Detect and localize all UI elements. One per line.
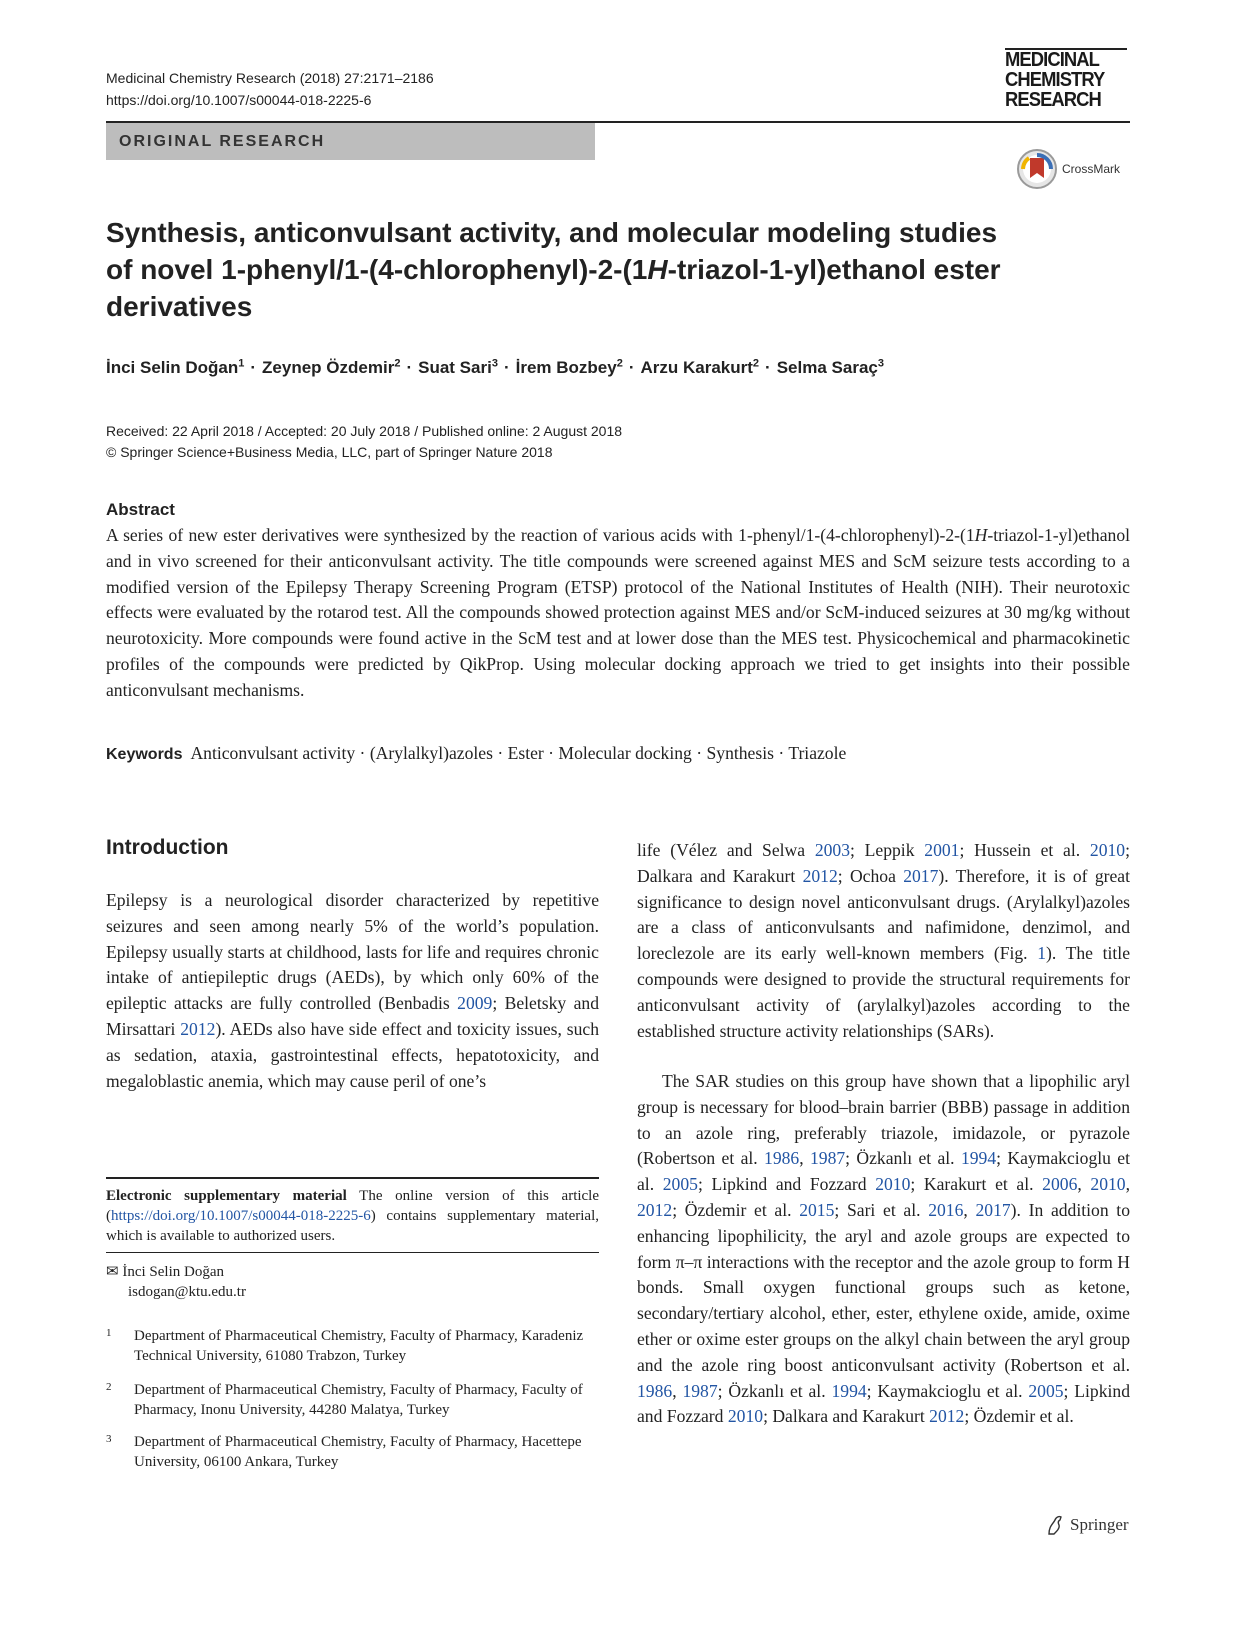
footnote-rule <box>106 1177 599 1179</box>
corresponding-author-email[interactable]: isdogan@ktu.edu.tr <box>128 1284 246 1300</box>
introduction-paragraph: Epilepsy is a neurological disorder characterized by repetitive seizures and seen among nearly 5% of the world’s population. Epilepsy usually starts at childhood, lasts for life and requires chronic intake of antiepileptic drugs (AEDs), by which only 60% of the epileptic attacks are fully controlled (Benbadis 2009; Beletsky and Mirsattari 2012). AEDs also have side effect and toxicity issues, such as sedation, ataxia, gastrointestinal effects, hepatotoxicity, and megaloblastic anemia, which may cause peril of one’s <box>106 890 599 1091</box>
author-name[interactable]: Selma Saraç$^3$ <box>776 357 884 377</box>
keyword: Synthesis <box>706 743 774 763</box>
title-line: of novel 1-phenyl/1-(4-chlorophenyl)-2-(1 <box>106 254 648 285</box>
section-label: ORIGINAL RESEARCH <box>106 123 595 160</box>
corresponding-author-name: İnci Selin Doğan <box>122 1264 224 1280</box>
affiliation-number: 3 <box>106 1433 112 1445</box>
supplementary-link[interactable]: https://doi.org/10.1007/s00044-018-2225-6 <box>111 1208 371 1224</box>
citation-link[interactable]: 2010 <box>875 1174 911 1195</box>
author-separator: · <box>250 357 257 377</box>
affiliation <box>106 1326 599 1366</box>
abstract-heading: Abstract <box>106 500 175 519</box>
publisher-logo[interactable] <box>1045 1514 1129 1536</box>
article-title <box>106 214 1036 325</box>
journal-logo-line: MEDICINAL <box>1005 49 1099 71</box>
springer-horse-icon <box>1045 1514 1065 1536</box>
citation-link[interactable]: 2017 <box>903 865 939 886</box>
keyword-separator: · <box>778 743 785 763</box>
citation-link[interactable]: 2010 <box>727 1406 764 1427</box>
citation-link[interactable]: 1986 <box>764 1148 800 1169</box>
title-line: Synthesis, anticonvulsant activity, and molecular modeling studies <box>106 217 998 248</box>
publisher-name: Springer <box>1070 1515 1129 1534</box>
author-separator: · <box>765 357 771 377</box>
author-name[interactable]: Arzu Karakurt$^2$ <box>640 357 760 377</box>
affiliation <box>106 1432 599 1472</box>
citation-link[interactable]: 1986 <box>637 1380 673 1401</box>
keyword-separator: · <box>548 743 555 763</box>
author-name[interactable]: Zeynep Özdemir$^2$ <box>262 357 401 377</box>
abstract-text: A series of new ester derivatives were synthesized by the reaction of various acids with 1-phenyl/1-(4-chlorophenyl)-2-(1H-triazol-1-yl)ethanol and in vivo screened for their anticonvulsant activity. The title compounds were screened against MES and ScM seizure tests according to a modified version of the Epilepsy Therapy Screening Program (ETSP) protocol of the National Institutes of Health (NIH). Their neurotoxic effects were evaluated by the rotarod test. All the compounds showed protection against MES and/or ScM-induced seizures at 30 mg/kg without neurotoxicity. More compounds were found active in the ScM test and at lower dose than the MES test. Physicochemical and pharmacokinetic profiles of the compounds were predicted by QikProp. Using molecular docking approach we tried to get insights into their possible anticonvulsant mechanisms. <box>106 525 1130 700</box>
copyright-line: © Springer Science+Business Media, LLC, part of Springer Nature 2018 <box>106 444 553 460</box>
introduction-heading: Introduction <box>106 836 229 859</box>
crossmark-badge[interactable] <box>1016 148 1120 190</box>
keywords <box>106 743 846 764</box>
keyword: Anticonvulsant activity <box>190 743 356 763</box>
citation-link[interactable]: 2012 <box>637 1199 673 1220</box>
keyword-separator: · <box>696 743 703 763</box>
citation-link[interactable]: 2005 <box>1028 1380 1064 1401</box>
citation-link[interactable]: 2006 <box>1042 1174 1078 1195</box>
citation-link[interactable]: 1987 <box>809 1148 846 1169</box>
citation-link[interactable]: 2012 <box>929 1406 965 1427</box>
supplementary-label: Electronic supplementary material <box>106 1188 347 1204</box>
journal-logo-line: CHEMISTRY <box>1005 69 1105 91</box>
crossmark-icon <box>1016 148 1058 190</box>
citation-link[interactable]: 1994 <box>960 1148 997 1169</box>
citation-link[interactable]: 1994 <box>831 1380 867 1401</box>
author-name[interactable]: İrem Bozbey$^2$ <box>515 357 623 377</box>
citation-link[interactable]: 2015 <box>799 1199 835 1220</box>
citation-link[interactable]: 2010 <box>1089 840 1126 860</box>
citation-link[interactable]: 2016 <box>928 1199 964 1220</box>
title-line: -triazol-1-yl)ethanol ester <box>667 254 1001 285</box>
journal-logo[interactable] <box>1005 50 1120 110</box>
citation-link[interactable]: 2010 <box>1090 1174 1126 1195</box>
affiliation-number: 1 <box>106 1327 112 1339</box>
affiliation-text: Department of Pharmaceutical Chemistry, Faculty of Pharmacy, Faculty of Pharmacy, Inonu University, 44280 Malatya, Turkey <box>134 1382 583 1418</box>
citation-link[interactable]: 1987 <box>682 1380 718 1401</box>
author-separator: · <box>503 357 510 377</box>
affiliation-text: Department of Pharmaceutical Chemistry, Faculty of Pharmacy, Hacettepe University, 06100 Ankara, Turkey <box>134 1434 582 1470</box>
affiliation-number: 2 <box>106 1381 112 1393</box>
article-doi[interactable]: https://doi.org/10.1007/s00044-018-2225-6 <box>106 92 372 108</box>
keyword: (Arylalkyl)azoles <box>369 743 493 763</box>
envelope-icon: ✉ <box>106 1264 119 1280</box>
title-line: derivatives <box>106 291 253 322</box>
keyword-separator: · <box>497 743 504 763</box>
citation-link[interactable]: 2012 <box>802 865 838 886</box>
citation-link[interactable]: 2012 <box>180 1018 216 1039</box>
citation-link[interactable]: 2017 <box>975 1199 1011 1220</box>
keywords-label: Keywords <box>106 746 183 763</box>
keyword: Molecular docking <box>558 743 692 763</box>
history-dates: Received: 22 April 2018 / Accepted: 20 July 2018 / Published online: 2 August 2018 <box>106 423 623 439</box>
corresponding-author <box>106 1262 246 1302</box>
affiliation-text: Department of Pharmaceutical Chemistry, Faculty of Pharmacy, Karadeniz Technical University, 61080 Trabzon, Turkey <box>134 1328 584 1364</box>
crossmark-label: CrossMark <box>1062 162 1121 176</box>
figure-link[interactable]: 1 <box>1037 943 1047 964</box>
supplementary-note: Electronic supplementary material The online version of this article (https://doi.org/10.1007/s00044-018-2225-6) contains supplementary material, which is available to authorized users. <box>106 1188 600 1244</box>
citation-link[interactable]: 2003 <box>814 840 850 860</box>
author-separator: · <box>406 357 413 377</box>
author-list <box>106 357 884 378</box>
citation-link[interactable]: 2005 <box>662 1174 698 1195</box>
keyword: Ester <box>507 743 544 763</box>
citation-link[interactable]: 2009 <box>457 993 493 1014</box>
journal-logo-line: RESEARCH <box>1005 89 1101 111</box>
footnote-rule <box>106 1252 599 1253</box>
introduction-paragraph: The SAR studies on this group have shown that a lipophilic aryl group is necessary for blood–brain barrier (BBB) passage in addition to an azole ring, preferably triazole, imidazole, or pyrazole (Robertson et al. 1986, 1987; Özkanlı et al. 1994; Kaymakcioglu et al. 2005; Lipkind and Fozzard 2010; Karakurt et al. 2006, 2010, 2012; Özdemir et al. 2015; Sari et al. 2016, 2017). In addition to enhancing lipophilicity, the aryl and azole groups are expected to form π–π interactions with the receptor and the azole group to form H bonds. Small oxygen functional groups such as ketone, secondary/tertiary alcohol, ether, ester, ethylene oxide, amide, oxime ether or oxime ester groups on the alkyl chain between the aryl group and the azole ring boost anticonvulsant activity (Robertson et al. 1986, 1987; Özkanlı et al. 1994; Kaymakcioglu et al. 2005; Lipkind and Fozzard 2010; Dalkara and Karakurt 2012; Özdemir et al. <box>637 1071 1131 1427</box>
author-name[interactable]: İnci Selin Doğan$^1$ <box>106 357 245 377</box>
publication-dates <box>106 421 622 463</box>
keyword: Triazole <box>788 743 847 763</box>
author-separator: · <box>628 357 635 377</box>
title-italic: H <box>647 254 668 285</box>
author-name[interactable]: Suat Sari$^3$ <box>418 357 498 377</box>
introduction-paragraph: life (Vélez and Selwa 2003; Leppik 2001; Hussein et al. 2010; Dalkara and Karakurt 2012; Ochoa 2017). Therefore, it is of great significance to design novel anticonvulsant drugs. (Arylalkyl)azoles are a class of anticonvulsants and nafimidone, denzimol, and loreclezole are its early well-known members (Fig. 1). The title compounds were designed to provide the structural requirements for anticonvulsant activity of (arylalkyl)azoles according to the established structure activity relationships (SARs). <box>637 840 1131 1041</box>
keyword-separator: · <box>359 743 366 763</box>
journal-citation: Medicinal Chemistry Research (2018) 27:2171–2186 <box>106 70 434 86</box>
affiliation <box>106 1380 599 1420</box>
citation-link[interactable]: 2001 <box>924 840 960 860</box>
